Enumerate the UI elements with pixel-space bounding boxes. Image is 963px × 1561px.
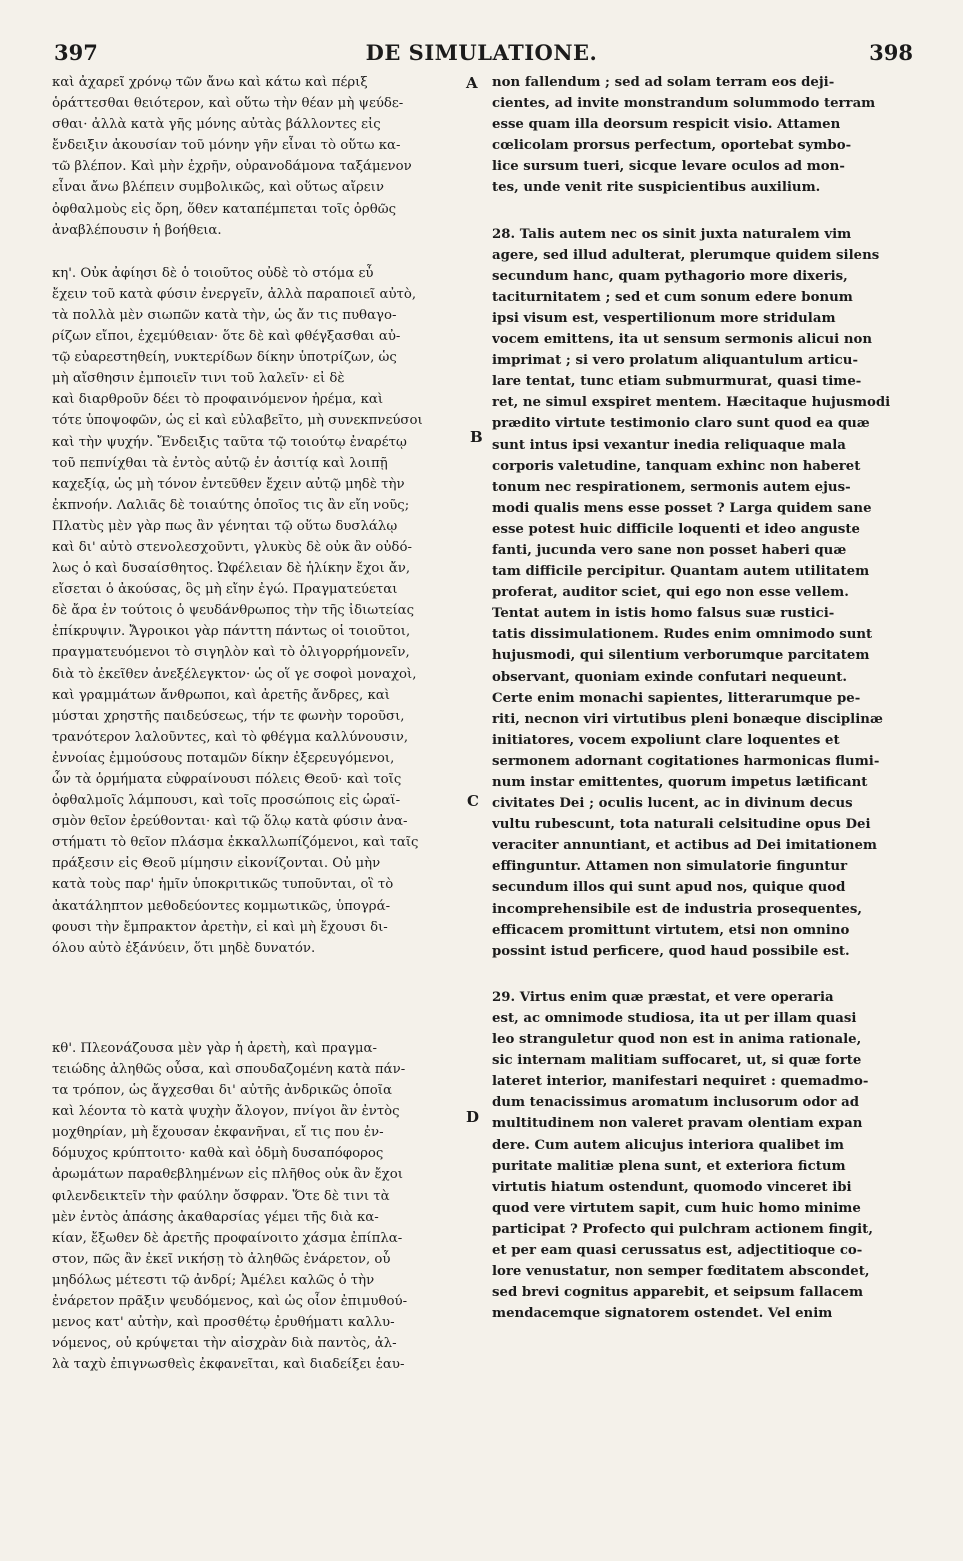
text-line: lore venustatur, non semper fœditatem abscondet, [492, 1264, 870, 1280]
text-line: agere, sed illud adulterat, plerumque quidem silens [492, 247, 880, 263]
text-line: corporis valetudine, tanquam exhinc non haberet [492, 458, 861, 474]
text-line: πράξεσιν εἰς Θεοῦ μίμησιν εἰκονίζονται. Οὐ μὴν [52, 856, 381, 872]
greek-paragraph [52, 263, 460, 959]
text-line: tatis dissimulationem. Rudes enim omnimodo sunt [492, 627, 873, 643]
text-line: observant, quoniam exinde confutari nequeunt. [492, 669, 848, 685]
text-line: Certe enim monachi sapientes, litterarumque pe- [492, 690, 861, 706]
text-line: καὶ τὴν ψυχήν. Ἔνδειξις ταῦτα τῷ τοιούτῳ ἐναρέτῳ [52, 434, 407, 450]
text-line: dum tenacissimus aromatum inclusorum odor ad [492, 1095, 860, 1111]
greek-paragraph [52, 72, 460, 241]
text-line: est, ac omnimode studiosa, ita ut per illam quasi [492, 1010, 857, 1026]
text-line: ἐνάρετον πρᾶξιν ψευδόμενος, καὶ ὡς οἷον ἐπιμυθού- [52, 1293, 408, 1309]
text-line: sic internam malitiam suffocaret, ut, si quæ forte [492, 1053, 862, 1069]
text-line: ἔνδειξιν ἀκουσίαν τοῦ μόνην γῆν εἶναι τὸ οὕτω κα- [52, 138, 401, 154]
text-line: λὰ ταχὺ ἐπιγνωσθεὶς ἐκφανεῖται, καὶ διαδείξει ἑαυ- [52, 1357, 405, 1373]
text-line: ἀκατάληπτον μεθοδεύοντες κομμωτικῶς, ὑπογρά- [52, 898, 391, 914]
text-line: vocem emittens, ita ut sensum sermonis alicui non [492, 332, 873, 348]
text-line: virtutis hiatum ostendunt, quomodo vinceret ibi [492, 1179, 852, 1195]
text-line: τότε ὑποψοφῶν, ὡς εἰ καὶ εὐλαβεῖτο, μὴ συνεκπνεύσοι [52, 413, 423, 429]
text-line: civitates Dei ; oculis lucent, ac in divinum decus [492, 796, 853, 812]
text-line: lateret interior, manifestari nequiret : quemadmo- [492, 1074, 869, 1090]
text-line: initiatores, vocem expoliunt clare loquentes et [492, 732, 840, 748]
page-number-left: 397 [54, 40, 98, 65]
text-line: esse quam illa deorsum respicit visio. Attamen [492, 117, 841, 133]
text-line: veraciter annuntiant, et actibus ad Dei imitationem [492, 838, 877, 854]
text-line: τειώδης ἀληθῶς οὖσα, καὶ σπουδαζομένη κατὰ πάν- [52, 1061, 406, 1077]
text-line: modi qualis mens esse posset ? Larga quidem sane [492, 500, 872, 516]
text-line: εἶναι ἄνω βλέπειν συμβολικῶς, καὶ οὕτως αἴρειν [52, 180, 384, 196]
section-marker-c: C [467, 792, 479, 810]
text-line: tonum nec respirationem, sermonis autem ejus- [492, 479, 851, 495]
text-line: μενος κατ' αὐτὴν, καὶ προσθέτῳ ἐρυθήματι καλλυ- [52, 1315, 395, 1331]
text-line: incomprehensibile est de industria prosequentes, [492, 901, 862, 917]
paragraph-gap [492, 199, 912, 224]
text-line: κίαν, ἔξωθεν δὲ ἀρετῆς προφαίνοιτο χάσμα ἐπίπλα- [52, 1230, 403, 1246]
text-line: ρίζων εἴποι, ἐχεμύθειαν· ὅτε δὲ καὶ φθέγξασθαι αὐ- [52, 329, 401, 345]
paragraph-gap [492, 962, 912, 987]
text-line: num instar emittentes, quorum impetus lætificant [492, 775, 868, 790]
text-line: esse potest huic difficile loquenti et ideo anguste [492, 521, 860, 537]
text-line: καὶ γραμμάτων ἄνθρωποι, καὶ ἀρετῆς ἄνδρες, καὶ [52, 687, 390, 703]
text-line: δὲ ἄρα ἐν τούτοις ὁ ψευδάνθρωπος τὴν τῆς ἰδιωτείας [52, 603, 415, 619]
text-line: taciturnitatem ; sed et cum sonum edere bonum [492, 289, 853, 305]
text-line: proferat, auditor sciet, qui ego non esse vellem. [492, 585, 849, 601]
text-line: καχεξίᾳ, ὡς μὴ τόνον ἐντεῦθεν ἔχειν αὐτῷ μηδὲ τὴν [52, 476, 405, 492]
text-line: ipsi visum est, vespertilionum more stridulam [492, 310, 836, 326]
page-number-right: 398 [869, 40, 913, 65]
text-line: όλου αὐτὸ ἐξάνύειν, ὅτι μηδὲ δυνατόν. [52, 940, 316, 956]
text-line: non fallendum ; sed ad solam terram eos deji- [492, 75, 835, 90]
text-line: σθαι· ἀλλὰ κατὰ γῆς μόνης αὐτὰς βάλλοντες εἰς [52, 117, 381, 133]
text-line: 29. Virtus enim quæ præstat, et vere operaria [492, 989, 834, 1005]
section-marker-d: D [466, 1108, 480, 1126]
text-line: effinguntur. Attamen non simulatorie finguntur [492, 859, 848, 875]
text-line: ἔχειν τοῦ κατὰ φύσιν ἐνεργεῖν, ἀλλὰ παραποιεῖ αὐτὸ, [52, 286, 417, 302]
text-line: efficacem promittunt virtutem, etsi non omnino [492, 922, 850, 938]
text-line: καὶ λέοντα τὸ κατὰ ψυχὴν ἄλογον, πνίγοι ἂν ἐντὸς [52, 1104, 400, 1120]
text-line: ὀφθαλμοὺς εἰς ὄρη, ὅθεν καταπέμπεται τοῖς ὀρθῶς [52, 201, 397, 217]
text-line: multitudinem non valeret pravam olentiam expan [492, 1116, 863, 1132]
text-line: lice sursum tueri, sicque levare oculos ad mon- [492, 159, 845, 175]
text-line: cientes, ad invite monstrandum solummodo terram [492, 96, 876, 112]
text-line: μὲν ἐντὸς ἁπάσης ἀκαθαρσίας γέμει τῆς διὰ κα- [52, 1209, 379, 1225]
text-line: σμὸν θεῖον ἐρεύθονται· καὶ τῷ ὅλῳ κατὰ φύσιν ἀνα- [52, 814, 408, 830]
text-line: ret, ne simul exspiret mentem. Hæcitaque hujusmodi [492, 395, 891, 411]
text-line: τα τρόπον, ὡς ἄγχεσθαι δι' αὐτῆς ἀνδρικῶς ὁποῖα [52, 1083, 392, 1099]
text-line: ἀναβλέπουσιν ἡ βοήθεια. [52, 222, 222, 238]
running-title: DE SIMULATIONE. [365, 40, 598, 65]
text-line: vultu rubescunt, tota naturali celsitudine opus Dei [492, 817, 871, 833]
text-line: κη'. Οὐκ ἀφίησι δὲ ὁ τοιοῦτος οὐδὲ τὸ στόμα εὖ [52, 265, 374, 281]
greek-column [52, 72, 460, 1375]
text-line: ἐννοίας ἐμμούσους ποταμῶν δίκην ἐξερευγόμενοι, [52, 750, 395, 766]
text-line: sermonem adornant cogitationes harmonicas flumi- [492, 753, 880, 769]
paragraph-gap [52, 959, 460, 1038]
text-line: στον, πῶς ἂν ἐκεῖ νικήσῃ τὸ ἀληθῶς ἐνάρετον, οὗ [52, 1251, 391, 1267]
text-line: secundum hanc, quam pythagorio more dixeris, [492, 268, 848, 284]
text-line: τὰ πολλὰ μὲν σιωπῶν κατὰ τὴν, ὡς ἄν τις πυθαγο- [52, 307, 397, 323]
text-line: ἐκπνοήν. Λαλιᾶς δὲ τοιαύτης ὁποῖος τις ἂν εἴη νοῦς; [52, 497, 410, 513]
text-line: ὧν τὰ ὁρμήματα εὐφραίνουσι πόλεις Θεοῦ· καὶ τοῖς [52, 772, 402, 787]
section-marker-b: B [470, 428, 483, 446]
text-line: possint istud perficere, quod haud possibile est. [492, 943, 850, 959]
text-line: κατὰ τοὺς παρ' ἡμῖν ὑποκριτικῶς τυποῦνται, οἳ τὸ [52, 877, 394, 893]
text-line: participat ? Profecto qui pulchram actionem fingit, [492, 1221, 873, 1237]
text-line: puritate malitiæ plena sunt, et exteriora fictum [492, 1158, 846, 1174]
text-line: ὀφθαλμοῖς λάμπουσι, καὶ τοῖς προσώποις εἰς ὡραϊ- [52, 793, 401, 809]
text-line: δόμυχος κρύπτοιτο· καθὰ καὶ ὀδμὴ δυσαπόφορος [52, 1146, 384, 1162]
text-line: νόμενος, οὐ κρύψεται τὴν αἰσχρὰν διὰ παντὸς, ἀλ- [52, 1336, 397, 1352]
text-line: leo stranguletur quod non est in anima rationale, [492, 1032, 862, 1048]
text-line: lare tentat, tunc etiam submurmurat, quasi time- [492, 374, 862, 390]
text-line: fanti, jucunda vero sane non posset haberi quæ [492, 542, 847, 558]
latin-column [492, 72, 912, 1324]
text-line: καὶ ἀχαρεῖ χρόνῳ τῶν ἄνω καὶ κάτω καὶ πέριξ [52, 75, 368, 90]
text-line: dere. Cum autem alicujus interiora qualibet im [492, 1137, 844, 1153]
text-line: sed brevi cognitus apparebit, et seipsum fallacem [492, 1285, 864, 1301]
text-line: φουσι τὴν ἔμπρακτον ἀρετὴν, εἰ καὶ μὴ ἔχουσι δι- [52, 919, 388, 935]
text-line: λως ὁ καὶ δυσαίσθητος. Ὠφέλειαν δὲ ἡλίκην ἔχοι ἄν, [52, 561, 411, 577]
text-line: εἴσεται ὁ ἀκούσας, ὃς μὴ εἴην ἐγώ. Πραγματεύεται [52, 582, 398, 598]
text-line: ὁράττεσθαι θειότερον, καὶ οὕτω τὴν θέαν μὴ ψεύδε- [52, 96, 404, 112]
text-line: πραγματευόμενοι τὸ σιγηλὸν καὶ τὸ ὀλιγορρήμονεῖν, [52, 645, 410, 661]
text-line: τῷ εὐαρεστηθείη, νυκτερίδων δίκην ὑποτρίζων, ὡς [52, 350, 397, 366]
text-line: sunt intus ipsi vexantur inedia reliquaque mala [492, 437, 846, 453]
latin-paragraph [492, 224, 912, 962]
latin-paragraph [492, 72, 912, 199]
text-line: ἐπίκρυψιν. Ἄγροικοι γὰρ πάνττη πάντως οἱ τοιοῦτοι, [52, 624, 411, 640]
text-line: quod vere virtutem sapit, cum huic homo minime [492, 1200, 861, 1216]
text-line: στήματι τὸ θεῖον πλάσμα ἐκκαλλωπίζόμενοι, καὶ ταῖς [52, 835, 419, 851]
text-line: τρανότερον λαλοῦντες, καὶ τὸ φθέγμα καλλύνουσιν, [52, 729, 409, 745]
paragraph-gap [52, 241, 460, 263]
section-marker-a: A [466, 74, 478, 92]
text-line: διὰ τὸ ἐκεῖθεν ἀνεξέλεγκτον· ὡς οἵ γε σοφοὶ μοναχοὶ, [52, 666, 417, 682]
latin-paragraph [492, 987, 912, 1325]
text-line: κθ'. Πλεονάζουσα μὲν γὰρ ἡ ἀρετὴ, καὶ πραγμα- [52, 1040, 378, 1056]
text-line: τοῦ πεπνίχθαι τὰ ἐντὸς αὐτῷ ἐν ἀσιτίᾳ καὶ λοιπῇ [52, 455, 388, 471]
text-line: tam difficile percipitur. Quantam autem utilitatem [492, 564, 870, 580]
greek-paragraph [52, 1038, 460, 1376]
text-line: φιλενδεικτεῖν τὴν φαύλην ὄσφραν. Ὅτε δὲ τινι τὰ [52, 1188, 390, 1204]
text-line: μηδόλως μέτεστι τῷ ἀνδρί; Ἀμέλει καλῶς ὁ τὴν [52, 1272, 375, 1288]
text-line: hujusmodi, qui silentium verborumque parcitatem [492, 648, 870, 664]
text-line: mendacemque signatorem ostendet. Vel enim [492, 1306, 833, 1322]
text-line: μοχθηρίαν, μὴ ἔχουσαν ἐκφανῆναι, εἴ τις που ἐν- [52, 1125, 384, 1141]
text-line: secundum illos qui sunt apud nos, quique quod [492, 880, 846, 896]
text-line: prædito virtute testimonio claro sunt quod ea quæ [492, 416, 870, 432]
text-line: 28. Talis autem nec os sinit juxta naturalem vim [492, 226, 852, 242]
text-line: riti, necnon viri virtutibus pleni bonæque disciplinæ [492, 711, 883, 727]
text-line: μὴ αἴσθησιν ἐμποιεῖν τινι τοῦ λαλεῖν· εἰ δὲ [52, 371, 345, 387]
text-line: Tentat autem in istis homo falsus suæ rustici- [492, 606, 835, 622]
text-line: τῶ βλέπον. Καὶ μὴν ἐχρῆν, οὐρανοδάμονα ταξάμενον [52, 159, 412, 175]
text-line: imprimat ; si vero prolatum aliquantulum articu- [492, 353, 858, 369]
text-line: Πλατὺς μὲν γὰρ πως ἂν γένηται τῷ οὕτω δυσλάλῳ [52, 518, 398, 534]
text-line: καὶ διαρθροῦν δέει τὸ προφαινόμενον ἠρέμα, καὶ [52, 392, 384, 408]
text-line: et per eam quasi cerussatus est, adjectitioque co- [492, 1242, 863, 1258]
text-line: cœlicolam prorsus perfectum, oportebat symbo- [492, 138, 852, 154]
text-line: καὶ δι' αὐτὸ στενολεσχοῦντι, γλυκὺς δὲ οὐκ ἂν οὐδό- [52, 539, 412, 555]
text-line: tes, unde venit rite suspicientibus auxilium. [492, 180, 821, 196]
text-line: ἀρωμάτων παραθεβλημένων εἰς πλῆθος οὐκ ἂν ἔχοι [52, 1167, 403, 1183]
text-line: μύσται χρηστῆς παιδεύσεως, τήν τε φωνὴν τοροῦσι, [52, 708, 405, 724]
